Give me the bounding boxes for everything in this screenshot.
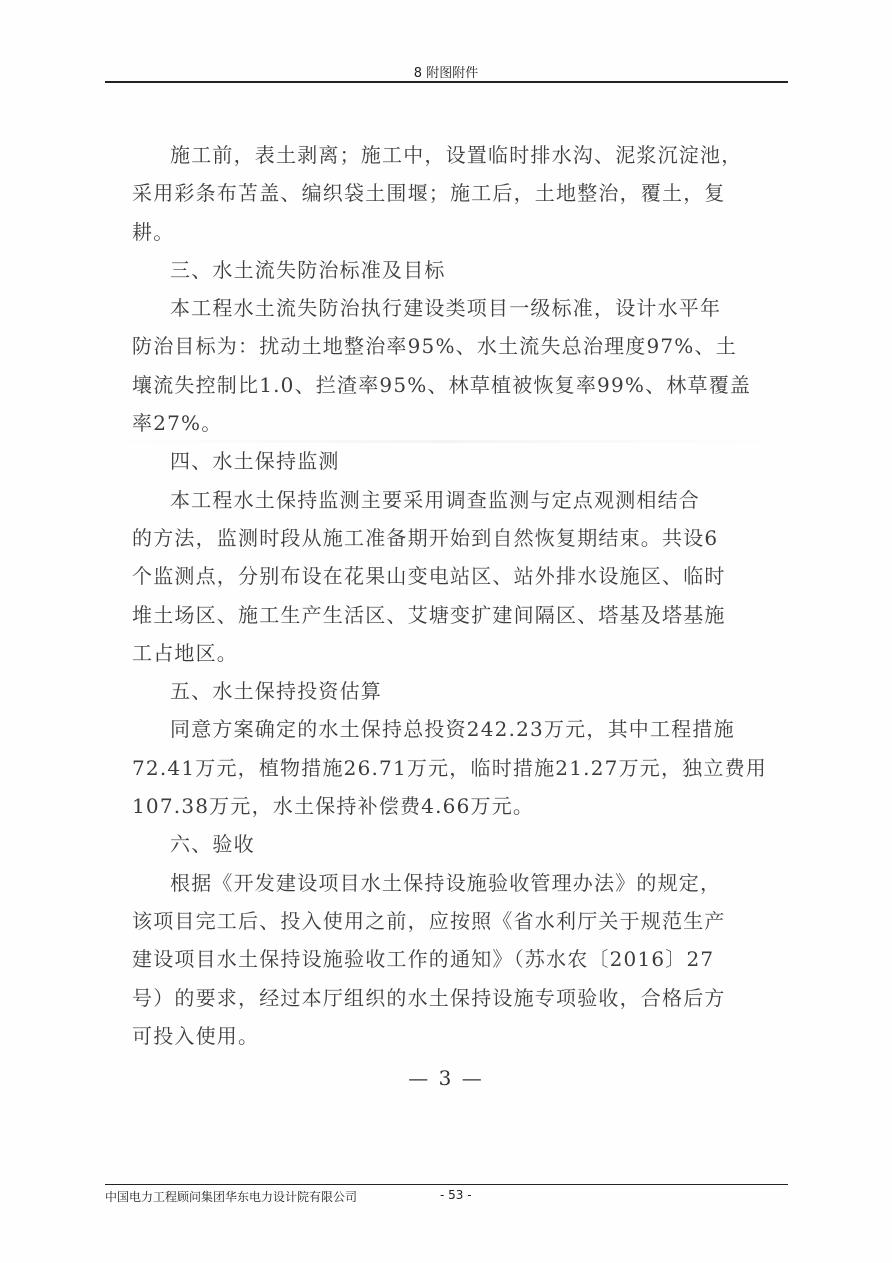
inner-page-number: — 3 — bbox=[408, 1066, 484, 1090]
section-heading: 四、水土保持监测 bbox=[170, 449, 340, 474]
body-line: 72.41万元，植物措施26.71万元，临时措施21.27万元，独立费用 bbox=[132, 755, 767, 780]
body-line: 工占地区。 bbox=[132, 640, 238, 665]
body-line: 耕。 bbox=[132, 219, 175, 244]
body-line: 107.38万元，水土保持补偿费4.66万元。 bbox=[132, 794, 535, 819]
section-heading: 六、验收 bbox=[170, 832, 255, 857]
body-line: 本工程水土保持监测主要采用调查监测与定点观测相结合 bbox=[170, 487, 700, 512]
footer-divider bbox=[105, 1184, 788, 1185]
header-title: 8 附图附件 bbox=[413, 66, 479, 81]
body-line: 的方法，监测时段从施工准备期开始到自然恢复期结束。共设6 bbox=[132, 525, 719, 550]
footer-page-number: - 53 - bbox=[440, 1188, 472, 1202]
body-line: 防治目标为：扰动土地整治率95%、水土流失总治理度97%、土 bbox=[132, 334, 737, 359]
body-line: 号）的要求，经过本厅组织的水土保持设施专项验收，合格后方 bbox=[132, 985, 726, 1010]
body-line: 施工前，表土剥离；施工中，设置临时排水沟、泥浆沉淀池， bbox=[170, 143, 743, 167]
body-text bbox=[132, 136, 767, 1055]
body-line: 该项目完工后、投入使用之前，应按照《省水利厅关于规范生产 bbox=[132, 908, 726, 933]
body-line: 建设项目水土保持设施验收工作的通知》（苏水农〔2016〕27 bbox=[132, 947, 715, 972]
body-line: 率27%。 bbox=[132, 411, 223, 436]
body-line: 壤流失控制比1.0、拦渣率95%、林草植被恢复率99%、林草覆盖 bbox=[132, 372, 752, 397]
header-divider bbox=[105, 81, 788, 83]
body-line: 本工程水土流失防治执行建设类项目一级标准，设计水平年 bbox=[170, 296, 722, 321]
footer-company: 中国电力工程顾问集团华东电力设计院有限公司 bbox=[105, 1190, 358, 1204]
body-line: 可投入使用。 bbox=[132, 1023, 260, 1048]
body-line: 堆土场区、施工生产生活区、艾塘变扩建间隔区、塔基及塔基施 bbox=[132, 602, 726, 627]
section-heading: 五、水土保持投资估算 bbox=[170, 679, 382, 704]
body-line: 个监测点，分别布设在花果山变电站区、站外排水设施区、临时 bbox=[132, 564, 726, 589]
body-line: 根据《开发建设项目水土保持设施验收管理办法》的规定， bbox=[170, 870, 722, 895]
section-heading: 三、水土流失防治标准及目标 bbox=[170, 257, 446, 282]
body-line: 同意方案确定的水土保持总投资242.23万元，其中工程措施 bbox=[170, 717, 735, 742]
body-line: 采用彩条布苫盖、编织袋土围堰；施工后，土地整治，覆土，复 bbox=[132, 181, 726, 206]
